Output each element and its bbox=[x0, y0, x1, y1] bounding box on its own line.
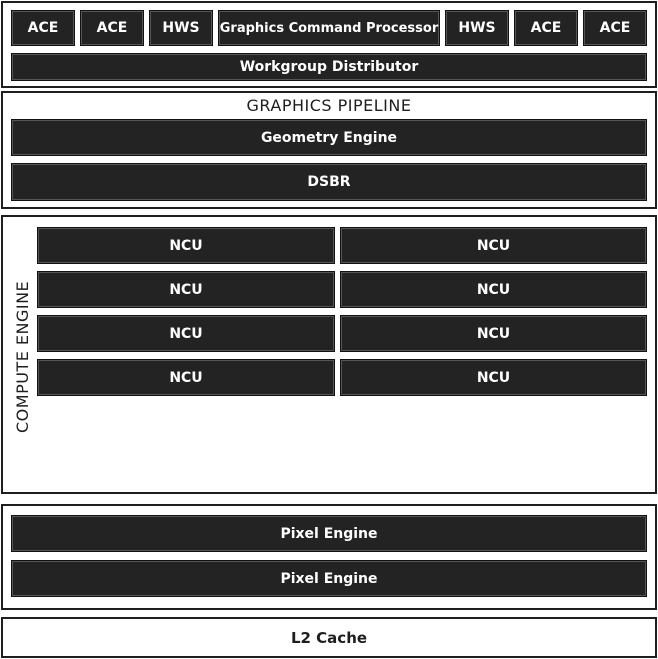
graphics-pipeline-title: GRAPHICS PIPELINE bbox=[246, 96, 412, 115]
workgroup-distributor-block: Workgroup Distributor bbox=[11, 53, 647, 81]
ncu-block: NCU bbox=[37, 271, 335, 308]
compute-engine-title: COMPUTE ENGINE bbox=[13, 280, 32, 433]
hws-block: HWS bbox=[445, 10, 509, 46]
graphics-command-processor-block: Graphics Command Processor bbox=[218, 10, 440, 46]
ace-block: ACE bbox=[80, 10, 144, 46]
pixel-engine-block: Pixel Engine bbox=[11, 560, 647, 597]
ncu-block: NCU bbox=[340, 227, 647, 264]
dsbr-block: DSBR bbox=[11, 163, 647, 201]
ace-block: ACE bbox=[514, 10, 578, 46]
ncu-block: NCU bbox=[340, 315, 647, 352]
ace-block: ACE bbox=[11, 10, 75, 46]
l2-cache-block: L2 Cache bbox=[1, 617, 657, 658]
ncu-block: NCU bbox=[340, 271, 647, 308]
ncu-block: NCU bbox=[37, 315, 335, 352]
ncu-block: NCU bbox=[340, 359, 647, 396]
ncu-block: NCU bbox=[37, 359, 335, 396]
geometry-engine-block: Geometry Engine bbox=[11, 119, 647, 156]
ace-block: ACE bbox=[583, 10, 647, 46]
pixel-engine-block: Pixel Engine bbox=[11, 515, 647, 552]
ncu-block: NCU bbox=[37, 227, 335, 264]
hws-block: HWS bbox=[149, 10, 213, 46]
